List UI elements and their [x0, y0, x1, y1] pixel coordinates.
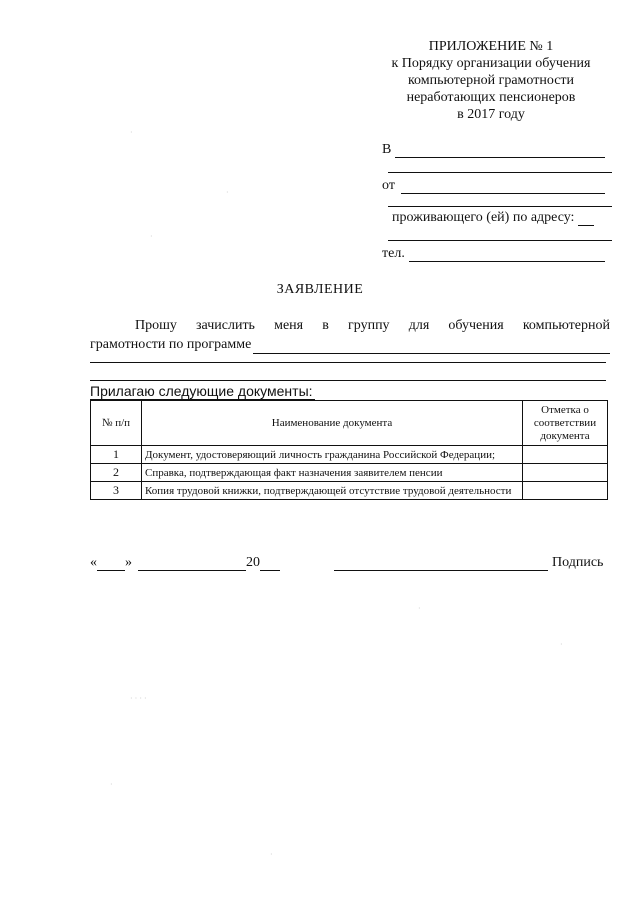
from-row — [382, 178, 605, 194]
scan-speck: · — [150, 232, 153, 241]
program-field-line-2[interactable] — [90, 362, 606, 363]
appendix-line-4: в 2017 году — [457, 107, 525, 122]
scan-speck: · — [110, 780, 113, 789]
program-label: грамотности по программе — [90, 337, 252, 352]
scan-speck: · — [560, 640, 563, 649]
appendix-line-3: неработающих пенсионеров — [406, 90, 576, 105]
request-word: для — [408, 318, 430, 333]
date-group — [90, 555, 280, 571]
row-mark-cell[interactable] — [523, 446, 608, 464]
from-field[interactable] — [401, 179, 605, 194]
appendix-line-2: компьютерной грамотности — [407, 73, 575, 88]
scan-speck: · — [226, 188, 229, 197]
month-field[interactable] — [138, 556, 246, 571]
row-name: Справка, подтверждающая факт назначения заявителем пенсии — [142, 464, 523, 482]
scan-speck: · · · · — [130, 694, 147, 703]
row-num: 2 — [91, 464, 142, 482]
row-num: 1 — [91, 446, 142, 464]
to-field[interactable] — [395, 143, 605, 158]
attachments-label: Прилагаю следующие документы: — [90, 383, 313, 399]
program-field-line-3[interactable] — [90, 380, 606, 381]
appendix-line-1: к Порядку организации обучения — [391, 56, 591, 71]
to-field-line-2[interactable] — [388, 172, 612, 173]
to-label: В — [382, 142, 392, 157]
request-word: обучения — [448, 318, 504, 333]
from-field-line-2[interactable] — [388, 206, 612, 207]
row-mark-cell[interactable] — [523, 464, 608, 482]
to-row — [382, 142, 605, 158]
row-num: 3 — [91, 482, 142, 500]
quote-close: » — [125, 555, 132, 570]
header-num: № п/п — [91, 401, 142, 446]
request-line-1 — [90, 316, 610, 335]
request-word: меня — [274, 318, 304, 333]
row-mark-cell[interactable] — [523, 482, 608, 500]
request-word: компьютерной — [522, 318, 610, 333]
signature-field[interactable] — [334, 556, 548, 571]
quote-open: « — [90, 555, 97, 570]
request-text — [90, 316, 610, 354]
document-title: ЗАЯВЛЕНИЕ — [276, 282, 364, 297]
table-row — [91, 464, 608, 482]
request-word: в — [322, 318, 329, 333]
appendix-header — [360, 38, 622, 123]
request-word: зачислить — [196, 318, 255, 333]
phone-label: тел. — [382, 246, 405, 261]
residence-label: проживающего (ей) по адресу: — [392, 210, 575, 225]
appendix-title: ПРИЛОЖЕНИЕ № 1 — [428, 39, 554, 54]
row-name: Копия трудовой книжки, подтверждающей отсутствие трудовой деятельности — [142, 482, 523, 500]
row-name: Документ, удостоверяющий личность гражданина Российской Федерации; — [142, 446, 523, 464]
residence-row — [392, 210, 594, 226]
signature-label: Подпись — [552, 555, 604, 570]
table-row — [91, 482, 608, 500]
request-word: группу — [348, 318, 390, 333]
signature-group — [334, 555, 603, 571]
program-field[interactable] — [253, 338, 610, 354]
table-row — [91, 446, 608, 464]
from-label: от — [382, 178, 395, 193]
day-field[interactable] — [97, 556, 125, 571]
phone-field[interactable] — [409, 247, 605, 262]
phone-row — [382, 246, 605, 262]
scan-speck: · — [418, 604, 421, 613]
documents-table — [90, 400, 608, 500]
year-prefix: 20 — [246, 555, 260, 570]
year-field[interactable] — [260, 556, 280, 571]
header-name: Наименование документа — [142, 401, 523, 446]
residence-field[interactable] — [578, 211, 594, 226]
scan-speck: · — [130, 128, 133, 137]
scan-speck: · — [270, 850, 273, 859]
request-line-2 — [90, 335, 610, 354]
request-word: Прошу — [135, 318, 177, 333]
residence-field-line-2[interactable] — [388, 240, 612, 241]
table-header-row — [91, 401, 608, 446]
header-mark: Отметка о соответствии документа — [523, 401, 608, 446]
